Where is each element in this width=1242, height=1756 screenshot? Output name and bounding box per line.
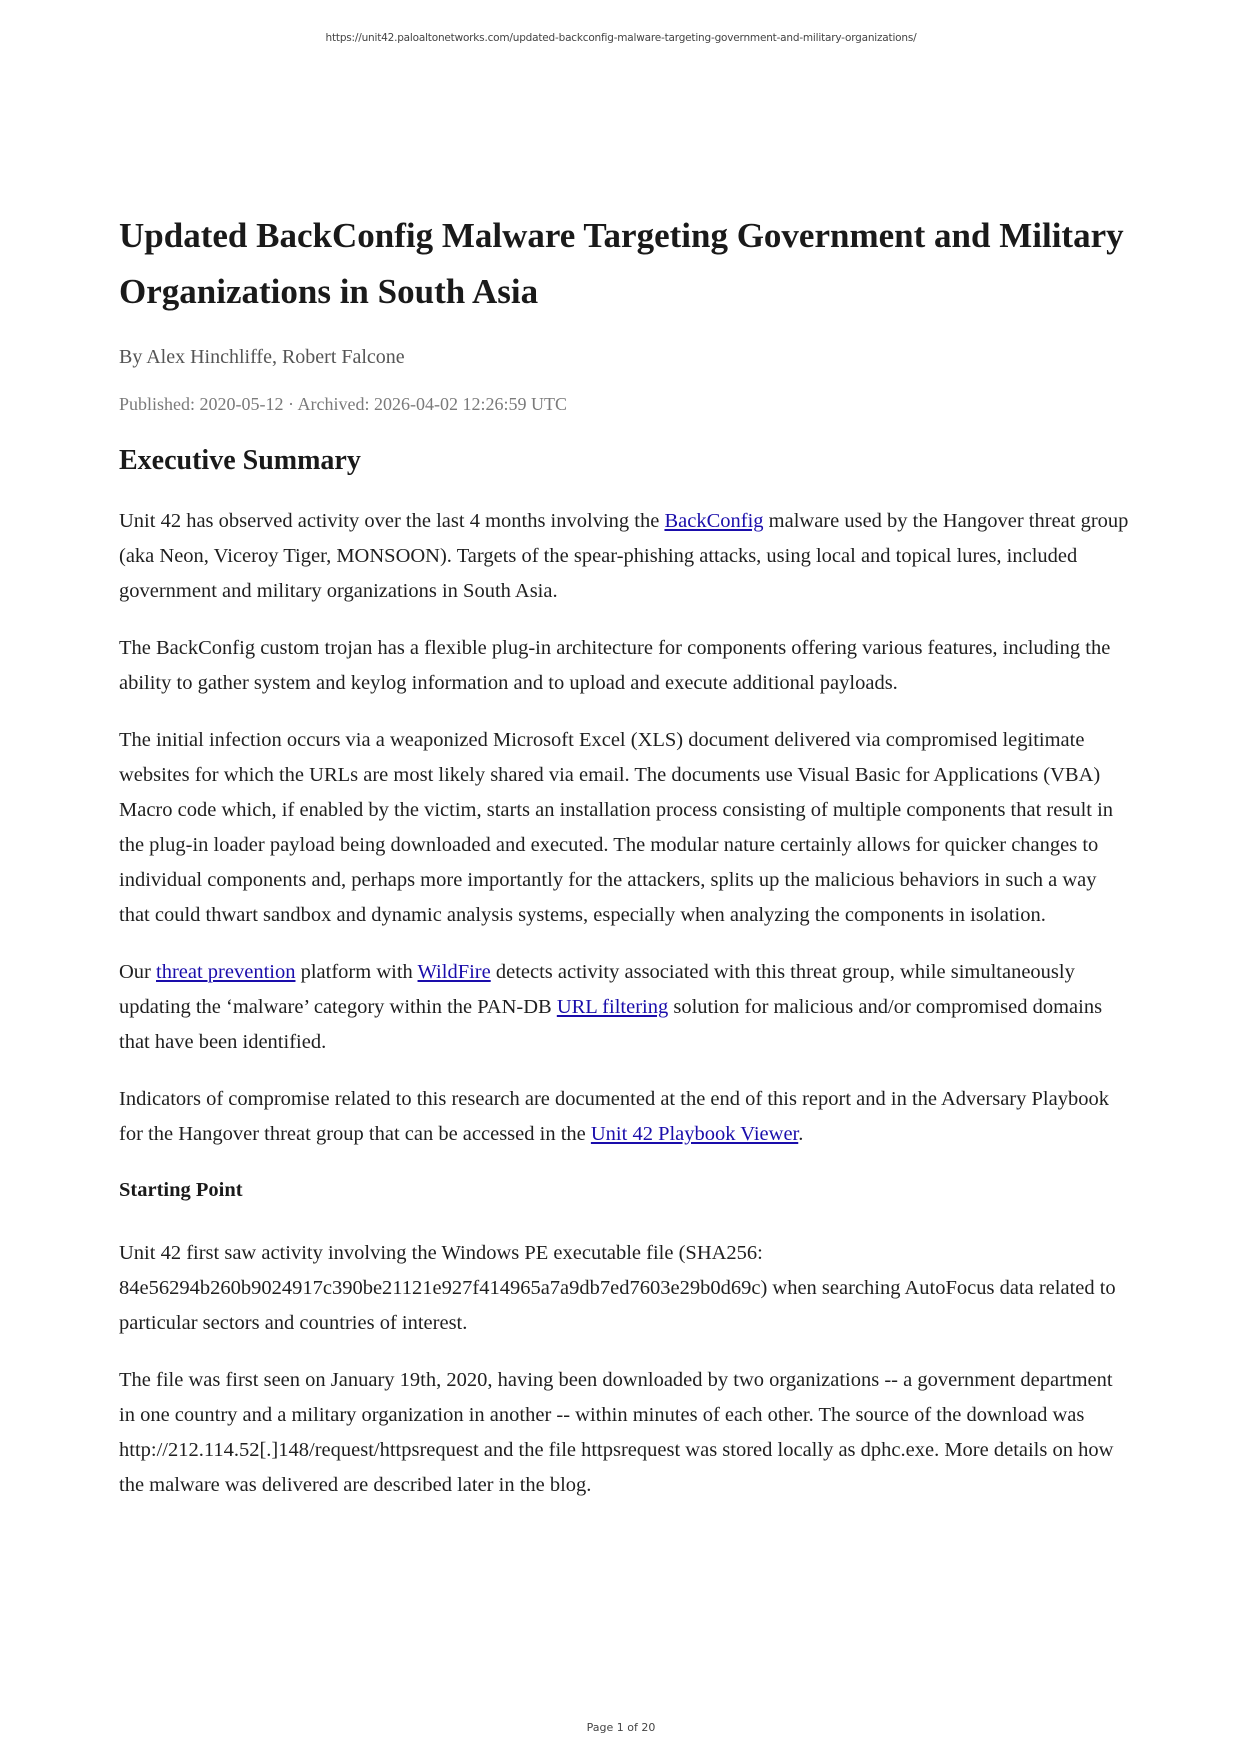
link-url-filtering[interactable]: URL filtering bbox=[556, 996, 669, 1018]
link-unit42-playbook-viewer[interactable]: Unit 42 Playbook Viewer bbox=[590, 1123, 799, 1145]
text: Indicators of compromise related to this research are documented at the end of this report and in the Adversary Playbook for the Hangover threat group that can be accessed in the bbox=[119, 1088, 1109, 1145]
paragraph-exec-4 bbox=[119, 955, 1129, 1060]
article bbox=[119, 208, 1129, 1503]
paragraph-start-2: The file was first seen on January 19th, 2020, having been downloaded by two organizations -- a government department in one country and a military organization in another -- within minutes of each other. The source of the download was http://212.114.52[.]148/request/httpsrequest and the file httpsrequest was stored locally as dphc.exe. More details on how the malware was delivered are described later in the blog. bbox=[119, 1369, 1114, 1496]
text: . bbox=[798, 1123, 804, 1145]
article-title: Updated BackConfig Malware Targeting Government and Military Organizations in South Asia bbox=[119, 216, 1124, 311]
text: platform with bbox=[295, 961, 418, 983]
paragraph-exec-1 bbox=[119, 504, 1129, 609]
paragraph-exec-3: The initial infection occurs via a weaponized Microsoft Excel (XLS) document delivered via compromised legitimate websites for which the URLs are most likely shared via email. The documents use Visual Basic for Applications (VBA) Macro code which, if enabled by the victim, starts an installation process consisting of multiple components that result in the plug-in loader payload being downloaded and executed. The modular nature certainly allows for quicker changes to individual components and, perhaps more importantly for the attackers, splits up the malicious behaviors in such a way that could thwart sandbox and dynamic analysis systems, especially when analyzing the components in isolation. bbox=[119, 729, 1114, 926]
page-url-header: https://unit42.paloaltonetworks.com/updated-backconfig-malware-targeting-government-and-military-organizations/ bbox=[325, 32, 917, 44]
paragraph-exec-5 bbox=[119, 1082, 1129, 1152]
text: malware used by the Hangover threat group (aka Neon, Viceroy Tiger, MONSOON). Targets of the spear-phishing attacks, using local and topical lures, included government and military organizations in South Asia. bbox=[119, 510, 1129, 602]
text: detects activity associated with this threat group, while simultaneously updating the ‘malware’ category within the PAN-DB bbox=[119, 961, 1075, 1018]
link-wildfire[interactable]: WildFire bbox=[417, 961, 491, 983]
link-threat-prevention[interactable]: threat prevention bbox=[156, 961, 296, 983]
section-heading-starting-point: Starting Point bbox=[119, 1179, 243, 1201]
text: Unit 42 has observed activity over the last 4 months involving the bbox=[119, 510, 665, 532]
link-backconfig[interactable]: BackConfig bbox=[664, 510, 764, 532]
page-number: Page 1 of 20 bbox=[586, 1721, 656, 1734]
paragraph-exec-2: The BackConfig custom trojan has a flexible plug-in architecture for components offering various features, including the ability to gather system and keylog information and to upload and execute additional payloads. bbox=[119, 637, 1111, 694]
text: solution for malicious and/or compromised domains that have been identified. bbox=[119, 996, 1103, 1053]
text: Our bbox=[119, 961, 157, 983]
paragraph-start-1: Unit 42 first saw activity involving the Windows PE executable file (SHA256: 84e56294b260b9024917c390be21121e927f414965a7a9db7ed7603e29b0d69c) when searching AutoFocus data related to particular sectors and countries of interest. bbox=[119, 1242, 1116, 1334]
section-heading-executive-summary: Executive Summary bbox=[119, 445, 361, 476]
article-publish-meta: Published: 2020-05-12 · Archived: 2026-04-02 12:26:59 UTC bbox=[119, 394, 567, 414]
article-byline: By Alex Hinchliffe, Robert Falcone bbox=[119, 346, 405, 368]
